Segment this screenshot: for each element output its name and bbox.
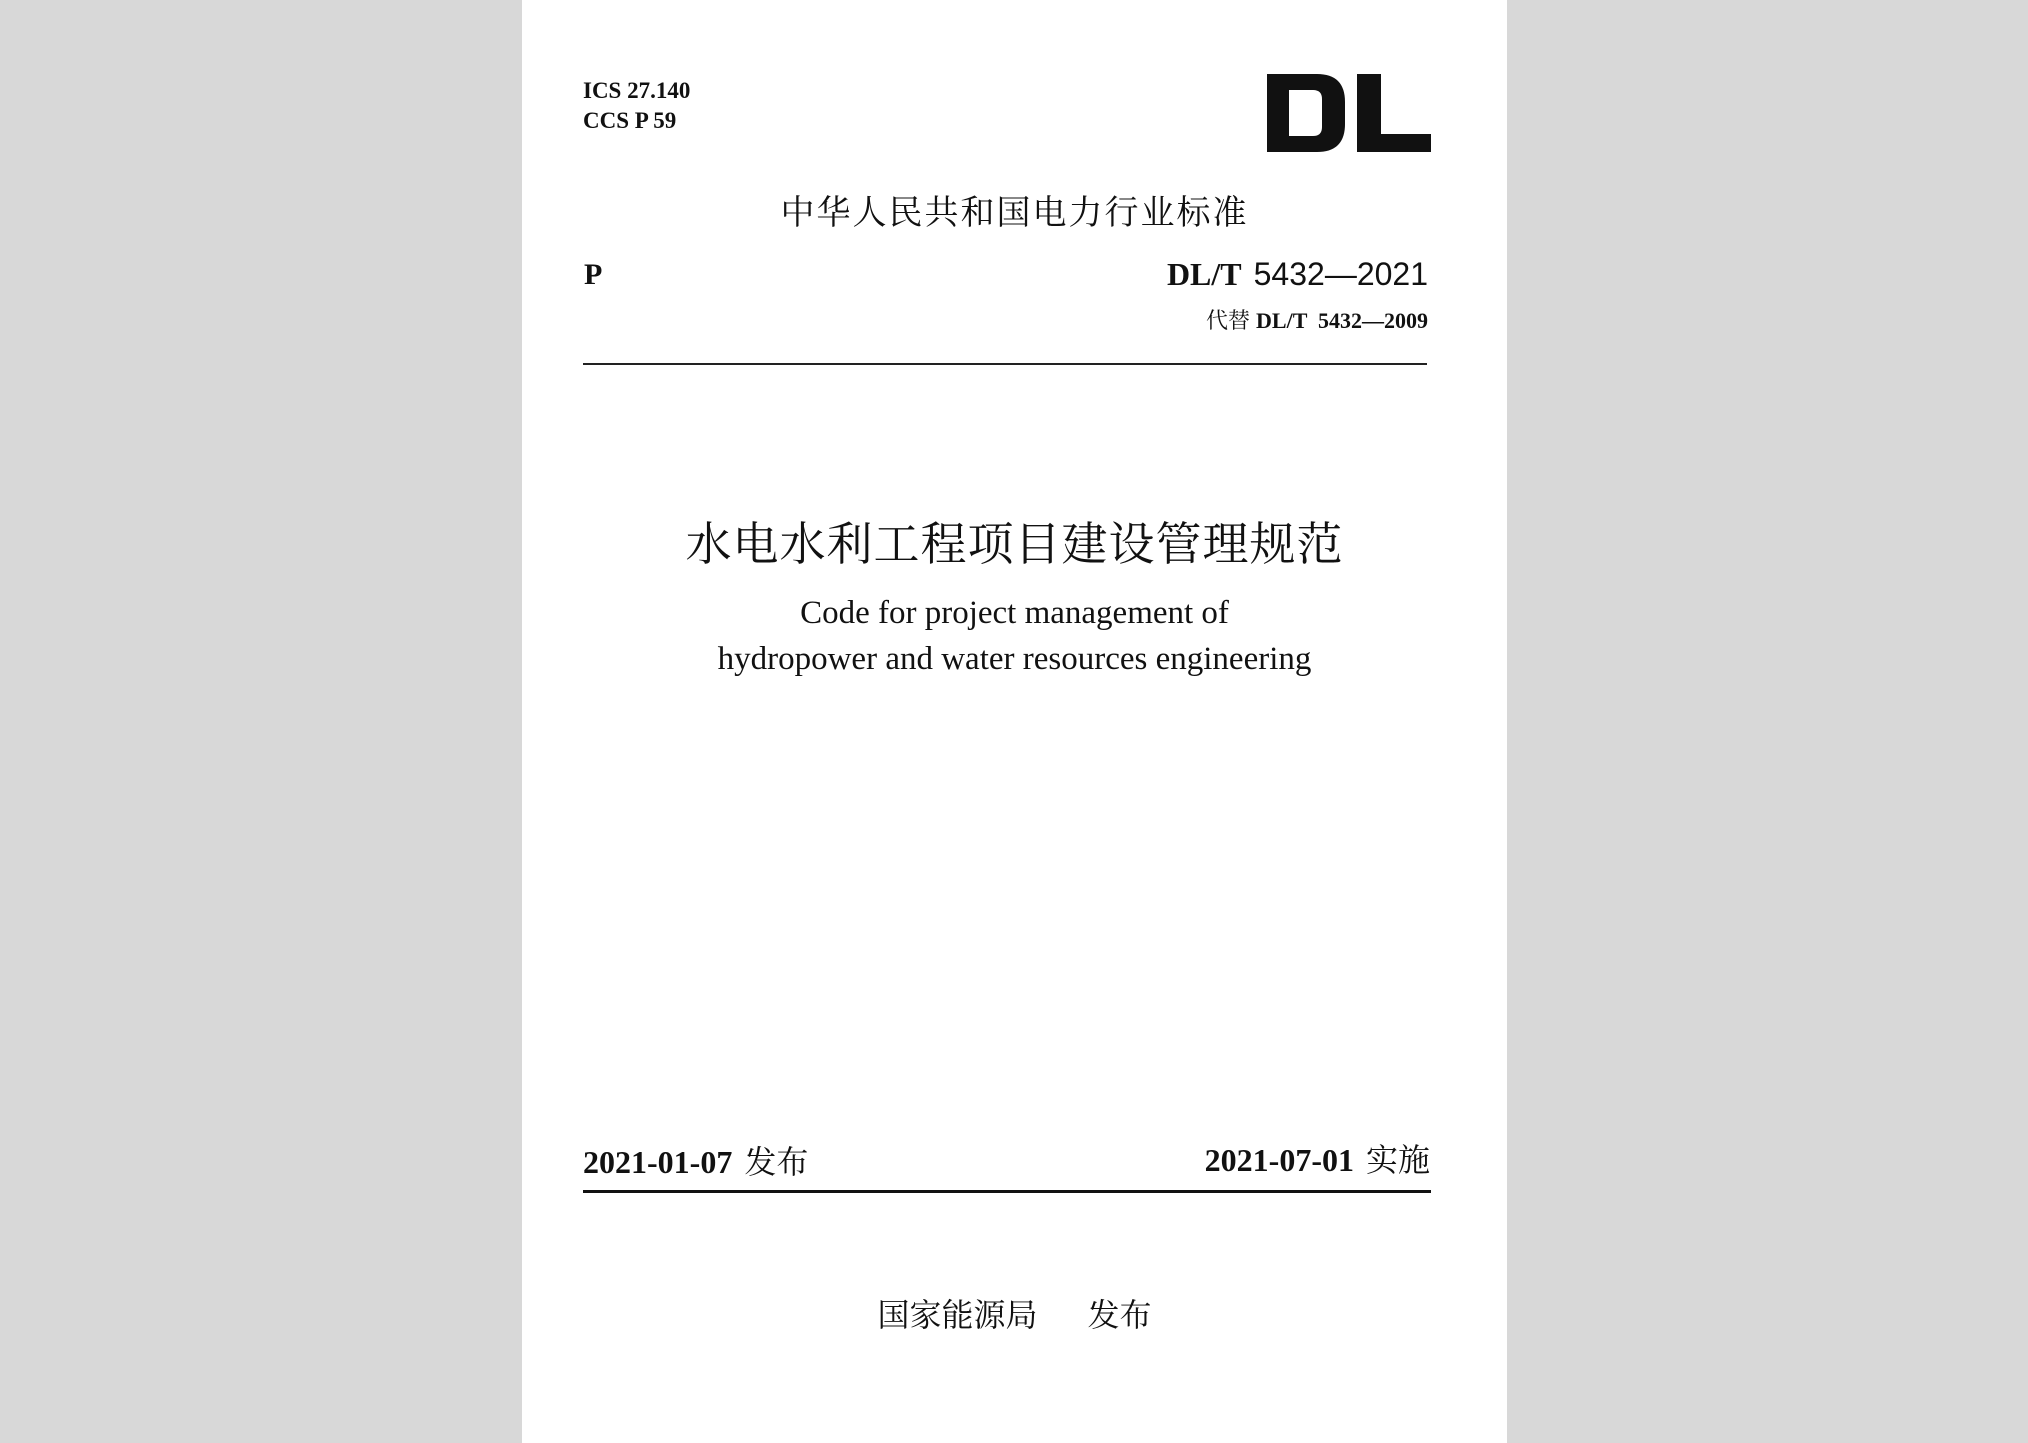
publisher-label: 发布: [1087, 1296, 1152, 1334]
document-title-english: [522, 590, 1507, 682]
classification-codes: [583, 76, 690, 136]
implementation-label: 实施: [1365, 1141, 1430, 1179]
standard-number-prefix: DL/T: [1166, 256, 1242, 292]
english-title-line-2: hydropower and water resources engineering: [717, 641, 1312, 677]
footer-divider: [583, 1190, 1431, 1193]
issue-date-block: [583, 1137, 808, 1183]
document-page: [522, 0, 1507, 1443]
standard-type-title: 中华人民共和国电力行业标准: [780, 193, 1249, 233]
implementation-date: 2021-07-01: [1204, 1142, 1354, 1178]
english-title-line-1: Code for project management of: [800, 595, 1229, 631]
replaces-ref: DL/T 5432—2009: [1256, 308, 1428, 333]
replaces-label: 代替: [1206, 309, 1251, 334]
issue-date: 2021-01-07: [583, 1144, 733, 1180]
dl-logo: [1265, 72, 1433, 154]
issue-label: 发布: [744, 1143, 809, 1181]
implementation-date-block: [1205, 1135, 1430, 1181]
category-letter: P: [584, 258, 603, 291]
publisher-line: [522, 1290, 1507, 1336]
header-divider: [583, 363, 1427, 365]
publisher-name: 国家能源局: [877, 1296, 1038, 1334]
standard-number-value: 5432—2021: [1253, 256, 1428, 292]
ics-code: ICS 27.140: [583, 78, 691, 103]
ccs-code: CCS P 59: [583, 108, 677, 133]
replaces-standard: [1206, 304, 1428, 335]
document-title-chinese: 水电水利工程项目建设管理规范: [685, 517, 1344, 571]
standard-number: [1167, 256, 1428, 293]
